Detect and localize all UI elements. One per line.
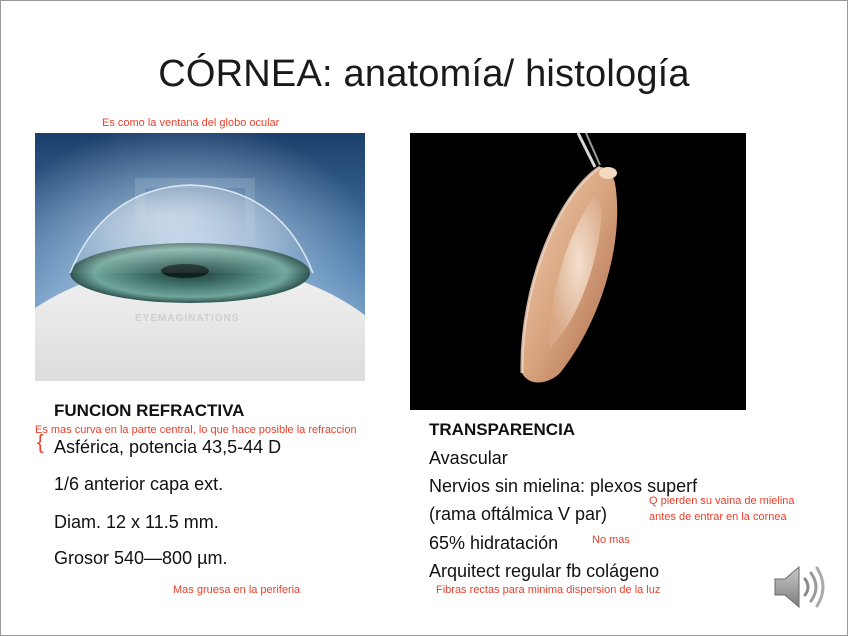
cornea-tissue-image: [410, 133, 746, 410]
left-item: 1/6 anterior capa ext.: [54, 474, 224, 494]
periphery-note: Mas gruesa en la periferia: [173, 584, 301, 596]
curly-brace-mark: {: [37, 432, 44, 454]
speaker-icon[interactable]: [771, 561, 829, 613]
left-item: Asférica, potencia 43,5-44 D: [54, 437, 282, 457]
right-item: 65% hidratación: [429, 533, 559, 553]
right-item: Nervios sin mielina: plexos superf: [429, 476, 698, 496]
slide-title: CÓRNEA: anatomía/ histología: [158, 53, 690, 95]
left-column-heading: FUNCION REFRACTIVA: [54, 401, 245, 420]
right-item: Arquitect regular fb colágeno: [429, 561, 660, 581]
left-item: Grosor 540—800 µm.: [54, 548, 228, 568]
refraction-note: Es mas curva en la parte central, lo que hace posible la refraccion: [35, 424, 357, 436]
right-item: (rama oftálmica V par): [429, 504, 608, 524]
myelin-note-line-1: Q pierden su vaina de mielina: [649, 495, 795, 507]
watermark-text: EYEMAGINATIONS: [135, 313, 240, 324]
myelin-note-line-2: antes de entrar en la cornea: [649, 511, 787, 523]
eye-cornea-image: [35, 133, 365, 381]
right-item: Avascular: [429, 448, 508, 468]
hydration-note: No mas: [592, 534, 630, 546]
right-column-heading: TRANSPARENCIA: [429, 420, 576, 439]
left-item: Diam. 12 x 11.5 mm.: [54, 512, 219, 532]
fibers-note: Fibras rectas para minima dispersion de la luz: [436, 584, 661, 596]
image-caption-note: Es como la ventana del globo ocular: [102, 117, 280, 129]
